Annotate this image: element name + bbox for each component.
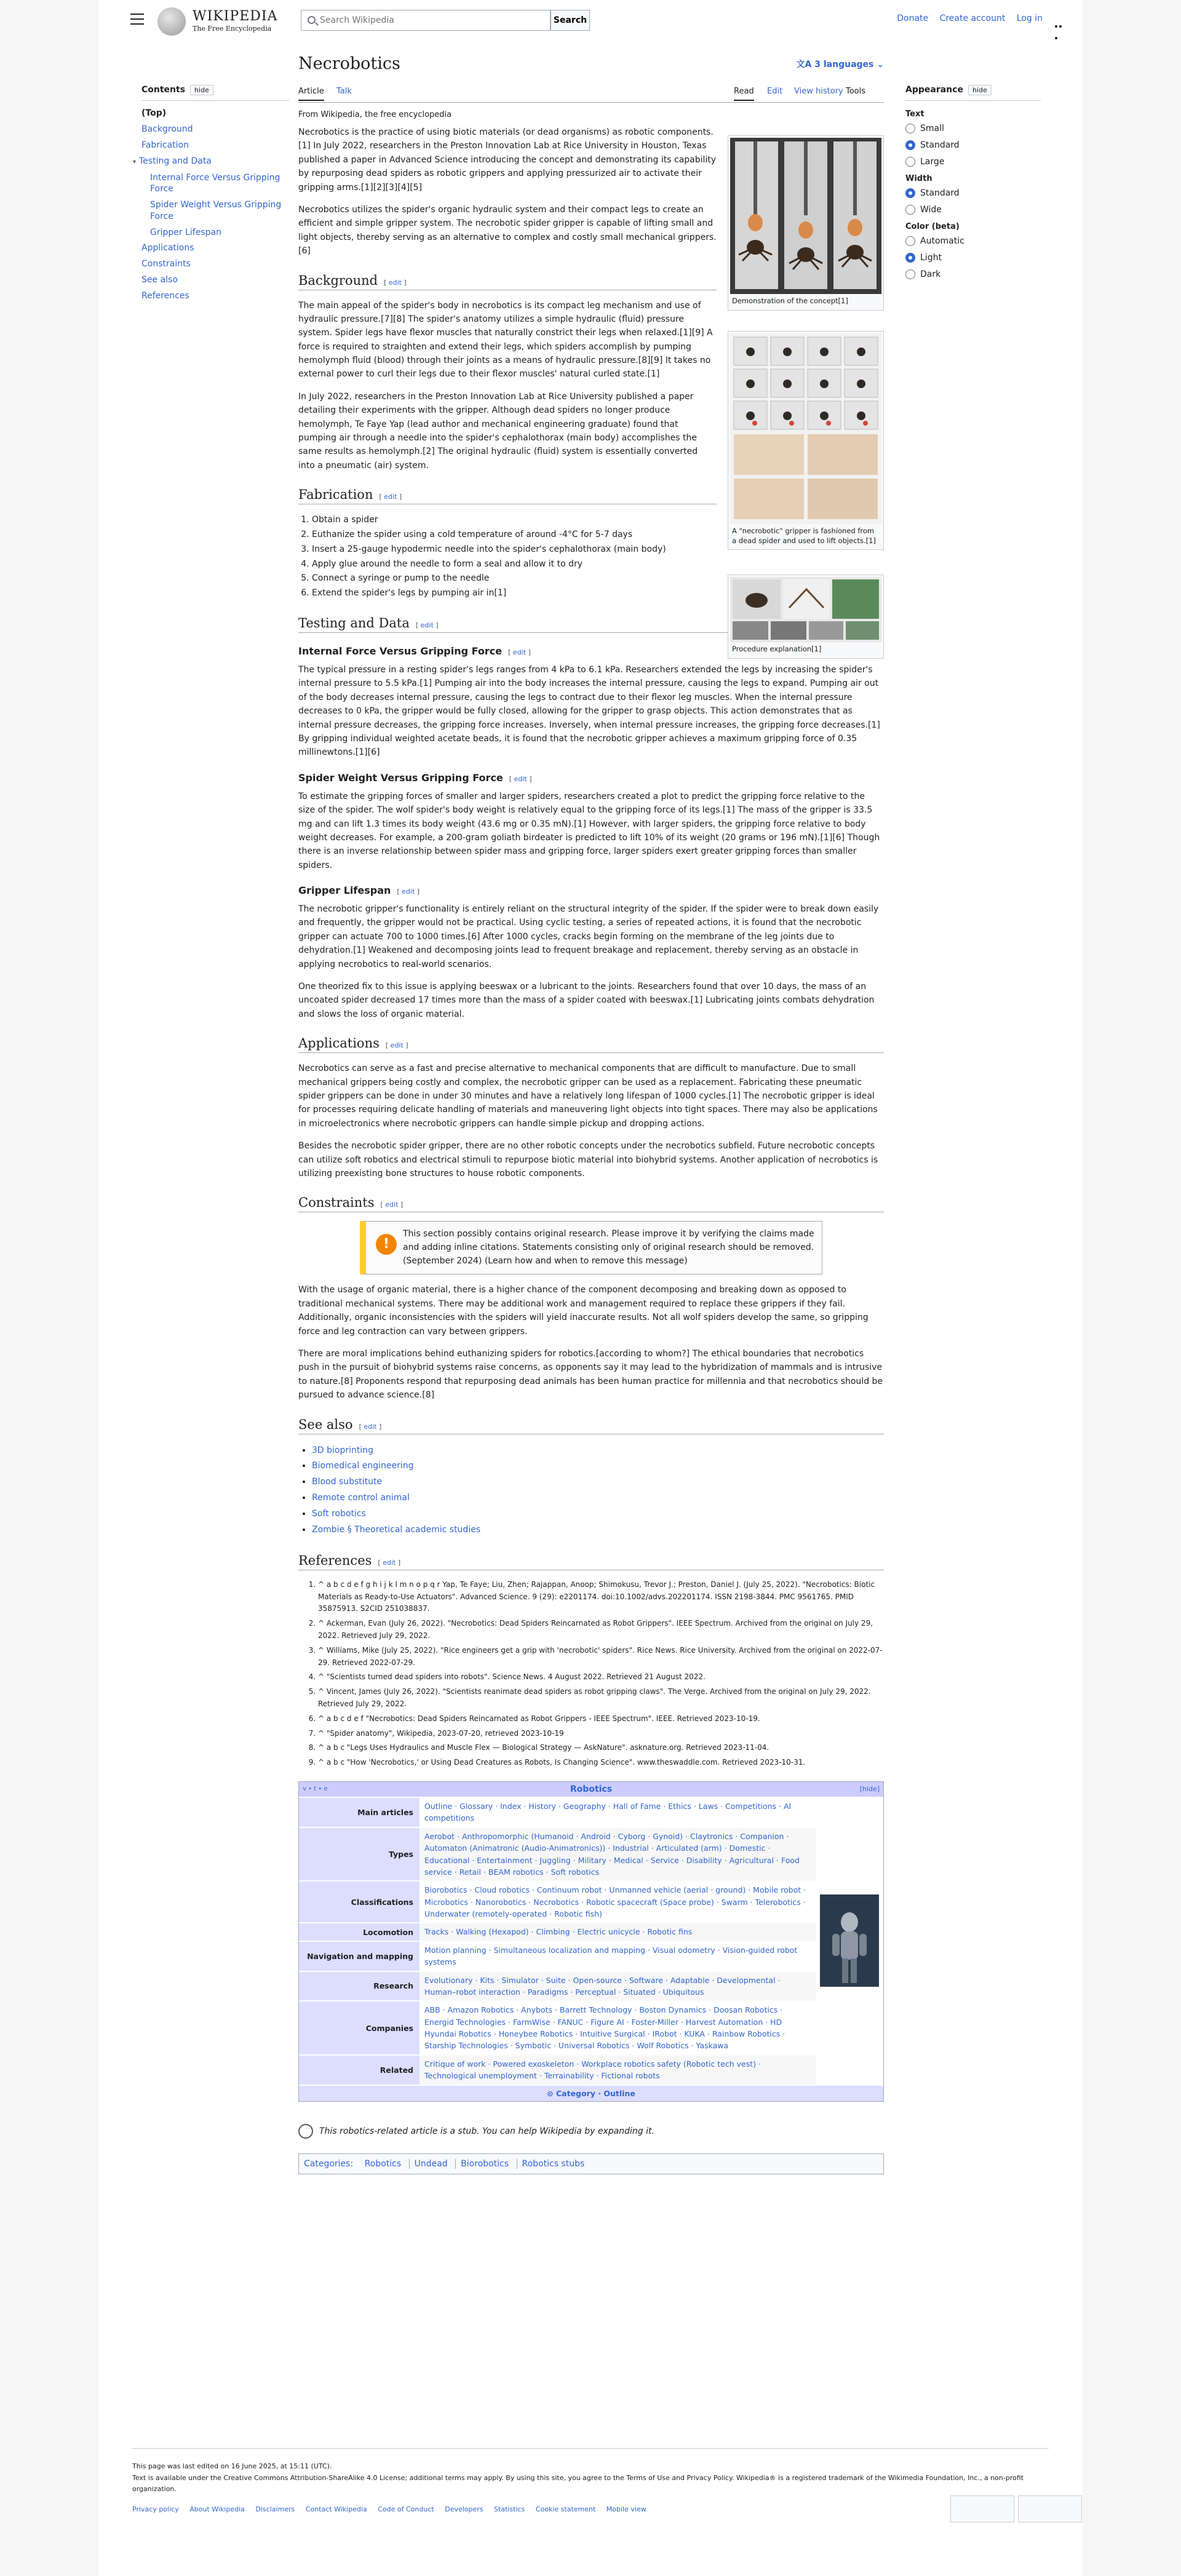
- navbox-list[interactable]: Biorobotics · Cloud robotics · Continuum robot · Unmanned vehicle (aerial · ground) · Mobile robot · Microbotics · Nanorobotics · Necrobotics · Robotic spacecraft (Space probe) · Swarm · Telerobotics · Underwater (remotely-operated · Robotic fish): [420, 1882, 816, 1922]
- subsection-lifespan: [298, 885, 884, 896]
- navbox-body: [299, 1797, 883, 2085]
- navbox-group: Types: [299, 1828, 420, 1881]
- toc-subitem-lifespan[interactable]: Gripper Lifespan: [150, 227, 221, 237]
- title-bar: [298, 54, 884, 77]
- category-link[interactable]: Robotics: [364, 2158, 402, 2169]
- wikipedia-tagline: The Free Encyclopedia: [193, 25, 272, 33]
- width-wide-option[interactable]: [905, 205, 1041, 215]
- footer-link[interactable]: Cookie statement: [535, 2505, 596, 2514]
- section-title: Applications: [298, 1036, 380, 1051]
- see-also-link[interactable]: Biomedical engineering: [312, 1461, 414, 1471]
- demonstration-image[interactable]: [730, 138, 881, 294]
- tab-read[interactable]: Read: [734, 87, 754, 101]
- subsection-title: Gripper Lifespan: [298, 885, 391, 897]
- thumbnail-procedure[interactable]: [728, 574, 884, 659]
- footer-link[interactable]: Developers: [445, 2505, 483, 2514]
- section-title: Testing and Data: [298, 615, 410, 630]
- navbox-row: [299, 1922, 816, 1940]
- reference-item: 8. ^ a b c "Legs Uses Hydraulics and Muscle Flex — Biological Strategy — AskNature". asknature.org. Retrieved 2023-11-04.: [318, 1742, 884, 1754]
- thumbnail-caption: Demonstration of the concept[1]: [732, 296, 848, 305]
- radio-button[interactable]: [905, 236, 915, 246]
- category-link[interactable]: Robotics stubs: [517, 2159, 590, 2169]
- chevron-down-icon[interactable]: ▾: [133, 159, 137, 165]
- navbox-group: Navigation and mapping: [299, 1942, 420, 1971]
- tab-article[interactable]: Article: [298, 87, 324, 101]
- toc-item-constraints[interactable]: Constraints: [141, 258, 191, 269]
- footer-link[interactable]: Code of Conduct: [378, 2505, 434, 2514]
- see-also-link[interactable]: 3D bioprinting: [312, 1445, 374, 1455]
- table-of-contents: [133, 85, 289, 307]
- gripper-grid-illustration: [730, 333, 881, 524]
- mediawiki-badge[interactable]: [1018, 2495, 1082, 2522]
- robot-illustration: [820, 1894, 879, 1987]
- navbox-list[interactable]: Tracks · Walking (Hexapod) · Climbing · Electric unicycle · Robotic fins: [420, 1923, 816, 1940]
- option-label: Light: [920, 253, 942, 263]
- radio-button[interactable]: [905, 157, 915, 167]
- constraints-paragraph-1: With the usage of organic material, there is a higher chance of the component decomposing and breaking down as opposed to traditional mechanical systems. There may be additional work and management required to replace these grippers if they fail. Additionally, organic inconsistencies with the spiders will yield inaccurate results. Not all wolf spiders develop the same, so gripping force and leg contraction can vary between grippers.: [298, 1285, 869, 1337]
- toc-item-applications[interactable]: Applications: [141, 242, 194, 253]
- navbox-list[interactable]: Critique of work · Powered exoskeleton · Workplace robotics safety (Robotic tech vest) · Technological unemployment · Terrainability · Fictional robots: [420, 2056, 816, 2085]
- see-also-link[interactable]: Soft robotics: [312, 1509, 366, 1519]
- option-label: Standard: [920, 188, 960, 198]
- intro-paragraph-2: Necrobotics utilizes the spider's organic hydraulic system and their compact legs to create an efficient and simple gripper system. The necrobotic spider gripper is capable of lifting small and light objects, thereby serving as an alternative to complex and costly small mechanical grippers.[6]: [298, 204, 717, 256]
- procedure-image[interactable]: [730, 577, 881, 642]
- navbox-list[interactable]: Evolutionary · Kits · Simulator · Suite · Open-source · Software · Adaptable · Developmental · Human–robot interaction · Paradigms · Perceptual · Situated · Ubiquitous: [420, 1972, 816, 2001]
- reference-item: 4. ^ "Scientists turned dead spiders into robots". Science News. 4 August 2022. Retrieved 21 August 2022.: [318, 1671, 884, 1684]
- category-box: [298, 2153, 884, 2174]
- reference-item: 9. ^ a b c "How 'Necrobotics,' or Using Dead Creatures as Robots, Is Changing Science". www.theswaddle.com. Retrieved 2023-10-31.: [318, 1757, 884, 1769]
- toc-subitem-force[interactable]: Internal Force Versus Gripping Force: [150, 173, 280, 194]
- background-paragraph-2: In July 2022, researchers in the Preston Innovation Lab at Rice University published a paper detailing their experiments with the gripper. Although dead spiders no longer produce hemolymph, Te Faye Yap (lead author and mechanical engineering graduate) found that pumping air through a needle into the spider's cephalothorax (main body) accomplishes the same results as hemolymph.[2] The original hydraulic (fluid) system is essentially converted into a pneumatic (air) system.: [298, 391, 698, 471]
- see-also-link[interactable]: Blood substitute: [312, 1477, 383, 1487]
- reference-item: 6. ^ a b c d e f "Necrobotics: Dead Spiders Reincarnated as Robot Grippers - IEEE Spectrum". IEEE. Retrieved 2023-10-19.: [318, 1713, 884, 1725]
- radio-button-selected[interactable]: [905, 140, 915, 150]
- more-options-icon[interactable]: [1055, 18, 1067, 21]
- robot-stub-icon: [298, 2124, 313, 2139]
- toc-item-see-also[interactable]: See also: [141, 274, 178, 285]
- subsection-title: Internal Force Versus Gripping Force: [298, 645, 503, 657]
- stub-notice: [298, 2124, 884, 2139]
- section-title: See also: [298, 1417, 353, 1432]
- edit-link[interactable]: [ edit ]: [509, 775, 532, 783]
- text-small-option[interactable]: [905, 124, 1041, 133]
- list-item: 4. Apply glue around the needle to form a seal and allow it to dry: [312, 557, 712, 572]
- text-size-label: Text: [905, 109, 925, 119]
- procedure-illustration: [730, 577, 881, 642]
- section-constraints: [298, 1195, 884, 1212]
- original-research-notice: [360, 1221, 822, 1274]
- languages-button[interactable]: [797, 58, 884, 70]
- weight-paragraph: To estimate the gripping forces of smaller and larger spiders, researchers created a plot to predict the gripping force relative to the size of the spider. The wolf spider's body weight is relatively equal to the gripping force of its legs.[1] The mass of the gripper is 33.5 mg and can lift 1.3 times its body weight (43.6 mg or 0.35 mN).[1] However, with larger spiders, the gripping force relative to body weight decreases. For example, a 200-gram goliath birdeater is predicted to lift 10% of its weight (20 grams or 196 mN).[1][6] Though there is an inverse relationship between spider mass and gripping force, larger spiders exert greater gripping forces than smaller spiders.: [298, 791, 880, 870]
- toc-subitem-weight[interactable]: Spider Weight Versus Gripping Force: [150, 200, 282, 221]
- site-header: [98, 0, 1083, 41]
- footer-links: [132, 2504, 1049, 2516]
- tab-talk[interactable]: Talk: [336, 87, 352, 96]
- tab-edit[interactable]: Edit: [767, 87, 783, 96]
- width-standard-option[interactable]: [905, 188, 1041, 198]
- color-light-option[interactable]: [905, 253, 1041, 263]
- category-link[interactable]: Undead: [409, 2159, 453, 2169]
- option-label: Dark: [920, 269, 941, 279]
- applications-paragraph-2: Besides the necrobotic spider gripper, there are no other robotic concepts under the necrobotics subfield. Future necrobotic concepts can utilize soft robotics and electrical stimuli to repurpose biotic material into biohybrid systems. Another application of necrobotics is utilizing preexisting bone structures to house robotic components.: [298, 1141, 878, 1179]
- toc-item-references[interactable]: References: [141, 290, 189, 301]
- section-references: [298, 1553, 884, 1570]
- thumbnail-caption: Procedure explanation[1]: [732, 645, 822, 653]
- see-also-list: [312, 1443, 884, 1538]
- toc-title: Contents: [141, 85, 186, 95]
- lifespan-paragraph-1: The necrobotic gripper's functionality is entirely reliant on the structural integrity of the spider. If the spider were to break down easily and frequently, the gripper would not be practical. Using cyclic testing, a series of repeated actions, it is found that the necrobotic gripper can actuate 700 to 1000 times.[6] After 1000 cycles, cracks begin forming on the membrane of the leg joints due to dehydration.[1] Weakened and decomposing joints lead to frequent breakage and replacement, thereby serving as an obstacle in applying necrobotics to real-world scenarios.: [298, 904, 879, 969]
- create-account-link[interactable]: Create account: [939, 14, 1006, 23]
- footer-link[interactable]: Disclaimers: [255, 2505, 295, 2514]
- section-title: References: [298, 1552, 372, 1568]
- category-link[interactable]: Biorobotics: [455, 2159, 514, 2169]
- page-title: Necrobotics: [298, 54, 400, 73]
- wikipedia-wordmark[interactable]: WIKIPEDIA: [193, 9, 278, 24]
- reference-item: 2. ^ Ackerman, Evan (July 26, 2022). "Necrobotics: Dead Spiders Reincarnated as Robot Grippers". IEEE Spectrum. Archived from the original on July 29, 2022. Retrieved July 29, 2022.: [318, 1618, 884, 1642]
- last-edited: This page was last edited on 16 June 2025, at 15:11 (UTC).: [132, 2462, 332, 2470]
- vte-links[interactable]: v • t • e: [303, 1786, 328, 1792]
- navbox-row: [299, 2000, 816, 2054]
- donate-link[interactable]: Donate: [897, 14, 929, 23]
- navbox-group: Research: [299, 1972, 420, 2001]
- lifespan-paragraph-2: One theorized fix to this issue is applying beeswax or a lubricant to the joints. Researchers found that over 10 days, the mass of an uncoated spider decreased 17 times more than the mass of a spider coated with beeswax.[1] Lubricating joints combats dehydration and slows the loss of organic material.: [298, 982, 875, 1019]
- page-footer: [132, 2448, 1049, 2516]
- navbox-list[interactable]: Motion planning · Simultaneous localization and mapping · Visual odometry · Vision-guided robot systems: [420, 1942, 816, 1971]
- languages-label: 3 languages: [814, 60, 874, 70]
- toc-item-background[interactable]: Background: [141, 124, 193, 134]
- width-label: Width: [905, 174, 932, 183]
- license-text: Text is available under the Creative Commons Attribution-ShareAlike 4.0 License; additional terms may apply. By using this site, you agree to the Terms of Use and Privacy Policy. Wikipedia® is a registered trademark of the Wikimedia Foundation, Inc., a non-profit organization.: [132, 2473, 1024, 2494]
- see-also-link[interactable]: Remote control animal: [312, 1493, 410, 1503]
- thumbnail-demonstration[interactable]: [728, 135, 884, 311]
- navbox-list[interactable]: ABB · Amazon Robotics · Anybots · Barrett Technology · Boston Dynamics · Doosan Robotics · Energid Technologies · FarmWise · FANUC · Figure AI · Foster-Miller · Harvest Automation · HD Hyundai Robotics · Honeybee Robotics · Intuitive Surgical · IRobot · KUKA · Rainbow Robotics · Starship Technologies · Symbotic · Universal Robotics · Wolf Robotics · Yaskawa: [420, 2002, 816, 2054]
- translate-icon: 文A: [796, 60, 815, 70]
- from-wikipedia: From Wikipedia, the free encyclopedia: [298, 110, 452, 119]
- footer-link[interactable]: Mobile view: [606, 2505, 646, 2514]
- edit-link[interactable]: [ edit ]: [416, 621, 439, 629]
- force-paragraph: The typical pressure in a resting spider's legs ranges from 4 kPa to 6.1 kPa. Researchers extended the legs by increasing the spider's internal pressure to 5.5 kPa.[1] Pumping air into the body increases the internal pressure, causing the legs to expand. Pumping air out of the body decreases internal pressure, causing the legs to contract due to their flexor leg muscles. When the internal pressure decreases to 0 kPa, the gripper would be fully closed, allowing for the gripper to grasp objects. This action demonstrates that as internal pressure decreases, the gripping force increases. Inversely, when internal pressure increases, the gripping force decreases.[1] By gripping individual weighted acetate beads, it is found that the necrobotic gripper achieves a maximum gripping force of 0.35 millinewtons.[1][6]: [298, 664, 880, 758]
- footer-link[interactable]: Contact Wikipedia: [305, 2505, 367, 2514]
- subsection-weight: [298, 772, 884, 784]
- list-item: 1. Obtain a spider: [312, 513, 712, 528]
- navbox-group: Locomotion: [299, 1923, 420, 1940]
- category-icon: ⊙: [547, 2088, 556, 2098]
- appearance-title: Appearance: [905, 85, 963, 95]
- thumbnail-gripper[interactable]: [728, 331, 884, 550]
- option-label: Standard: [920, 140, 960, 150]
- toc-item-fabrication[interactable]: Fabrication: [141, 140, 189, 150]
- stub-text: This robotics-related article is a stub. You can help Wikipedia by expanding it.: [319, 2126, 654, 2136]
- search-box: [301, 10, 551, 31]
- applications-paragraph-1: Necrobotics can serve as a fast and precise alternative to mechanical components that are difficult to manufacture. Due to small mechanical grippers being costly and complex, the necrobotic gripper can be used as a replacement. Fabricating these pneumatic spider grippers can be done in under 30 minutes and have a relatively long lifespan of 1000 cycles.[1] The necrobotic gripper is ideal for processes requiring delicate handling of materials and maneuvering light objects into tight spaces. There may also be applications in microelectronics where necrobotic grippers can handle simple pickup and dropping actions.: [298, 1063, 878, 1129]
- edit-link[interactable]: [ edit ]: [359, 1423, 382, 1431]
- footer-link[interactable]: Privacy policy: [132, 2505, 179, 2514]
- tab-view-history[interactable]: View history: [794, 87, 843, 96]
- warning-icon: !: [376, 1234, 397, 1255]
- menu-icon[interactable]: [130, 14, 144, 25]
- list-item: 6. Extend the spider's legs by pumping air in[1]: [312, 586, 712, 601]
- search-icon: [308, 16, 316, 24]
- radio-button[interactable]: [905, 269, 915, 279]
- fabrication-steps: [312, 513, 712, 601]
- navbox-row: [299, 1941, 816, 1971]
- article-content: [298, 54, 884, 2174]
- option-label: Large: [920, 157, 945, 167]
- footer-link[interactable]: Statistics: [494, 2505, 525, 2514]
- list-item: 5. Connect a syringe or pump to the needle: [312, 571, 712, 586]
- section-applications: [298, 1036, 884, 1053]
- text-standard-option[interactable]: [905, 140, 1041, 150]
- edit-link[interactable]: [ edit ]: [379, 493, 402, 501]
- navbox-rows: [299, 1797, 816, 2085]
- intro-paragraph-1: Necrobotics is the practice of using biotic materials (or dead organisms) as robotic components.[1] In July 2022, researchers in the Preston Innovation Lab at Rice University in Houston, Texas published a paper in Advanced Science introducing the concept and demonstrating its capability by repurposing dead spiders as robotic grippers and applying pressurized air to activate their gripping arms.[1][2][3][4][5]: [298, 127, 717, 193]
- list-item: 2. Euthanize the spider using a cold temperature of around -4°C for 5-7 days: [312, 528, 712, 543]
- color-label: Color (beta): [905, 222, 960, 231]
- navbox-group: Related: [299, 2056, 420, 2085]
- search-input[interactable]: [320, 10, 547, 30]
- toc-item-top[interactable]: (Top): [141, 108, 167, 118]
- navbox-hide-button[interactable]: [hide]: [859, 1785, 880, 1793]
- navbox-footer-label: Category · Outline: [556, 2088, 635, 2098]
- radio-button[interactable]: [905, 205, 915, 215]
- wikimedia-badge[interactable]: [950, 2495, 1014, 2522]
- navbox-row: [299, 1971, 816, 2001]
- search-button[interactable]: Search: [551, 10, 590, 31]
- tab-tools[interactable]: Tools: [846, 87, 866, 96]
- gripper-image[interactable]: [730, 333, 881, 524]
- section-fabrication: [298, 487, 717, 504]
- navbox-title[interactable]: Robotics: [570, 1784, 613, 1794]
- navbox-title-bar: [299, 1782, 883, 1797]
- see-also-link[interactable]: Zombie § Theoretical academic studies: [312, 1524, 481, 1535]
- appearance-header: [905, 85, 1041, 101]
- edit-link[interactable]: [ edit ]: [397, 888, 420, 896]
- option-label: Wide: [920, 205, 942, 215]
- edit-link[interactable]: [ edit ]: [384, 279, 407, 287]
- chevron-down-icon: ⌄: [873, 60, 884, 70]
- radio-button[interactable]: [905, 124, 915, 133]
- section-background: [298, 273, 717, 290]
- navbox-row: [299, 1880, 816, 1922]
- page: [98, 0, 1083, 2576]
- toc-hide-button[interactable]: hide: [190, 85, 213, 95]
- text-large-option[interactable]: [905, 157, 1041, 167]
- reference-item: 1. ^ a b c d e f g h i j k l m n o p q r Yap, Te Faye; Liu, Zhen; Rajappan, Anoop; Shimokusu, Trevor J.; Preston, Daniel J. (July 25, 2022). "Necrobotics: Biotic Materials as Ready-to-Use Actuators". Advanced Science. 9 (29): e2201174. doi:10.1002/advs.202201174. ISSN 2198-3844. PMC 9561765. PMID 35875913. S2CID 251038837.: [318, 1579, 884, 1615]
- section-see-also: [298, 1417, 884, 1434]
- edit-link[interactable]: [ edit ]: [378, 1559, 400, 1567]
- references-list: [318, 1579, 884, 1769]
- log-in-link[interactable]: Log in: [1016, 14, 1043, 23]
- color-dark-option[interactable]: [905, 269, 1041, 279]
- navbox-group: Main articles: [299, 1798, 420, 1827]
- navbox-row: [299, 1797, 816, 1827]
- navbox-list[interactable]: Outline · Glossary · Index · History · Geography · Hall of Fame · Ethics · Laws · Competitions · AI competitions: [420, 1798, 816, 1827]
- option-label: Small: [920, 124, 944, 133]
- categories-label[interactable]: Categories:: [304, 2158, 354, 2169]
- background-paragraph-1: The main appeal of the spider's body in necrobotics is its compact leg mechanism and use of hydraulic pressure.[7][8] The spider's anatomy utilizes a simple hydraulic (fluid) pressure system. Spider legs have flexor muscles that naturally constrict their legs when relaxed.[1][9] A force is required to straighten and extend their legs, which spiders accomplish by pumping hemolymph fluid (blood) through their joints as a means of hydraulic pressure.[8][9] It takes no external power to curl their legs due to their flexor muscles' natural curled state.[1]: [298, 300, 713, 380]
- navbox-footer[interactable]: [299, 2085, 883, 2101]
- robotics-navbox: [298, 1781, 884, 2102]
- page-tabs: [298, 82, 884, 103]
- section-title: Background: [298, 272, 378, 288]
- section-title: Constraints: [298, 1195, 375, 1210]
- edit-link[interactable]: [ edit ]: [386, 1041, 408, 1049]
- reference-item: 7. ^ "Spider anatomy", Wikipedia, 2023-07-20, retrieved 2023-10-19: [318, 1728, 884, 1740]
- color-automatic-option[interactable]: [905, 236, 1041, 246]
- navbox-list[interactable]: Aerobot · Anthropomorphic (Humanoid · Android · Cyborg · Gynoid) · Claytronics · Companion · Automaton (Animatronic (Audio-Animatronics)) · Industrial · Articulated (arm) · Domestic · Educational · Entertainment · Juggling · Military · Medical · Service · Disability · Agricultural · Food service · Retail · BEAM robotics · Soft robotics: [420, 1828, 816, 1881]
- user-links: [888, 14, 1043, 23]
- toc-item-testing[interactable]: [133, 156, 289, 166]
- radio-button-selected[interactable]: [905, 188, 915, 198]
- subsection-title: Spider Weight Versus Gripping Force: [298, 771, 503, 784]
- toc-header: [141, 85, 289, 101]
- option-label: Automatic: [920, 236, 964, 246]
- robot-image: [816, 1797, 883, 2085]
- spider-gripper-illustration: [730, 138, 881, 294]
- list-item: 3. Insert a 25-gauge hypodermic needle into the spider's cephalothorax (main body): [312, 543, 712, 557]
- toc-item-label: Testing and Data: [139, 156, 212, 166]
- edit-link[interactable]: [ edit ]: [508, 648, 531, 656]
- navbox-group: Classifications: [299, 1882, 420, 1922]
- notice-text: This section possibly contains original research. Please improve it by verifying the claims made and adding inline citations. Statements consisting only of original research should be removed. (September 2024) (Learn how and when to remove this message): [403, 1229, 814, 1266]
- wikipedia-globe-logo[interactable]: [157, 7, 186, 36]
- navbox-group: Companies: [299, 2002, 420, 2054]
- constraints-paragraph-2: There are moral implications behind euthanizing spiders for robotics.[according to whom?] The ethical boundaries that necrobotics push in the pursuit of biohybrid systems raise concerns, as opponents say it may lead to the hybridization of mammals and is intrusive to nature.[8] Proponents respond that repurposing dead animals has been human practice for millennia and that necrobotics should be pursued to advance science.[8]: [298, 1348, 883, 1401]
- radio-button-selected[interactable]: [905, 253, 915, 263]
- appearance-hide-button[interactable]: hide: [968, 85, 992, 95]
- appearance-panel: [905, 85, 1041, 286]
- footer-link[interactable]: About Wikipedia: [189, 2505, 245, 2514]
- reference-item: 5. ^ Vincent, James (July 26, 2022). "Scientists reanimate dead spiders as robot gripping claws". The Verge. Archived from the original on July 29, 2022. Retrieved July 29, 2022.: [318, 1686, 884, 1711]
- section-title: Fabrication: [298, 487, 373, 503]
- navbox-row: [299, 1827, 816, 1881]
- edit-link[interactable]: [ edit ]: [380, 1201, 403, 1209]
- reference-item: 3. ^ Williams, Mike (July 25, 2022). "Rice engineers get a grip with 'necrobotic' spiders". Rice News. Rice University. Archived from the original on 2022-07-29. Retrieved 2022-07-29.: [318, 1645, 884, 1669]
- navbox-row: [299, 2054, 816, 2085]
- thumbnail-caption: A "necrobotic" gripper is fashioned from a dead spider and used to lift objects.[1]: [732, 527, 876, 545]
